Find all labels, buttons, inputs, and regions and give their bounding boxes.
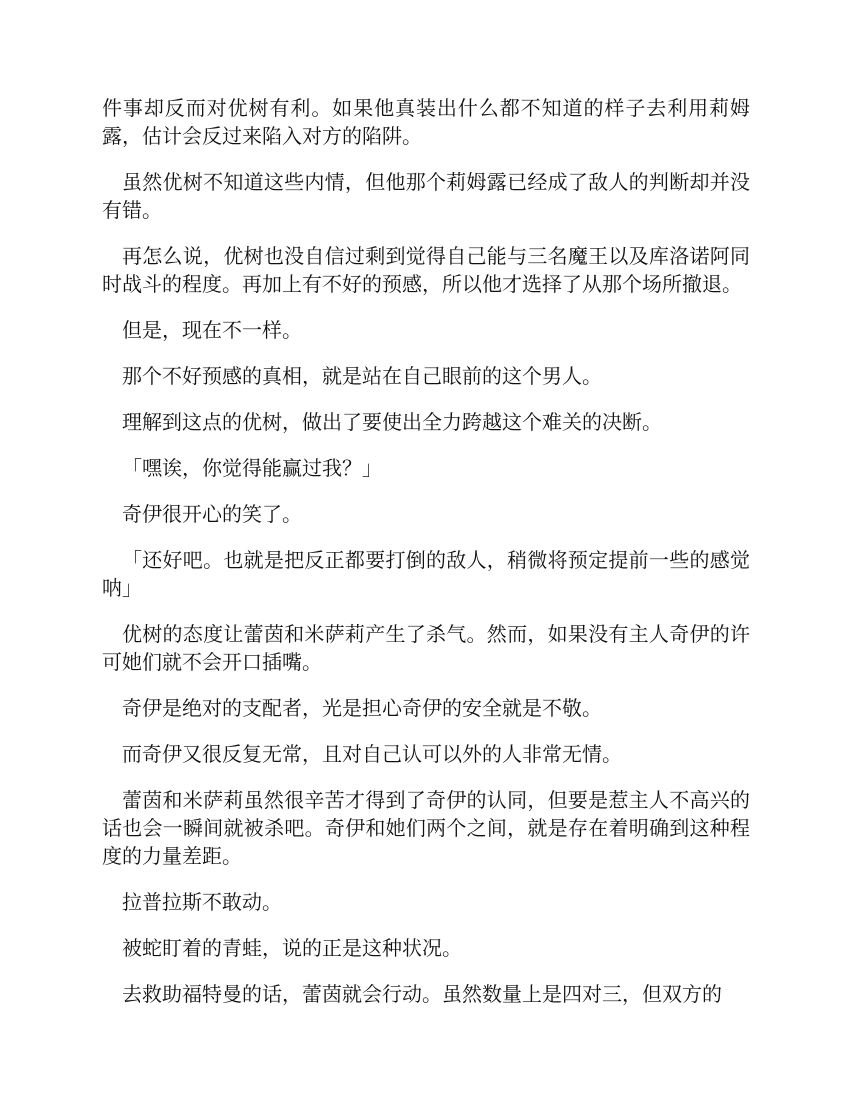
paragraph-10: 优树的态度让蕾茵和米萨莉产生了杀气。然而，如果没有主人奇伊的许可她们就不会开口插嘴。	[102, 622, 750, 674]
paragraph-6: 理解到这点的优树，做出了要使出全力跨越这个难关的决断。	[122, 410, 662, 434]
paragraph-13: 蕾茵和米萨莉虽然很辛苦才得到了奇伊的认同，但要是惹主人不高兴的话也会一瞬间就被杀吧。奇伊和她们两个之间，就是存在着明确到这种程度的力量差距。	[102, 788, 750, 868]
paragraph-15: 被蛇盯着的青蛙，说的正是这种状况。	[122, 936, 462, 960]
paragraph-12: 而奇伊又很反复无常，且对自己认可以外的人非常无情。	[122, 742, 622, 766]
paragraph-8: 奇伊很开心的笑了。	[122, 502, 302, 526]
paragraph-7: 「嘿诶，你觉得能赢过我？」	[122, 456, 382, 480]
paragraph-5: 那个不好预感的真相，就是站在自己眼前的这个男人。	[122, 364, 602, 388]
paragraph-3: 再怎么说，优树也没自信过剩到觉得自己能与三名魔王以及库洛诺阿同时战斗的程度。再加上有不好的预感，所以他才选择了从那个场所撤退。	[102, 244, 750, 296]
paragraph-1: 件事却反而对优树有利。如果他真装出什么都不知道的样子去利用莉姆露，估计会反过来陷入对方的陷阱。	[102, 96, 750, 148]
paragraph-4: 但是，现在不一样。	[122, 318, 302, 342]
document-page	[102, 94, 750, 1026]
paragraph-2: 虽然优树不知道这些内情，但他那个莉姆露已经成了敌人的判断却并没有错。	[102, 170, 750, 222]
paragraph-11: 奇伊是绝对的支配者，光是担心奇伊的安全就是不敬。	[122, 696, 602, 720]
paragraph-16: 去救助福特曼的话，蕾茵就会行动。虽然数量上是四对三，但双方的	[122, 982, 722, 1006]
paragraph-9: 「还好吧。也就是把反正都要打倒的敌人，稍微将预定提前一些的感觉呐」	[102, 548, 750, 600]
paragraph-14: 拉普拉斯不敢动。	[122, 890, 282, 914]
